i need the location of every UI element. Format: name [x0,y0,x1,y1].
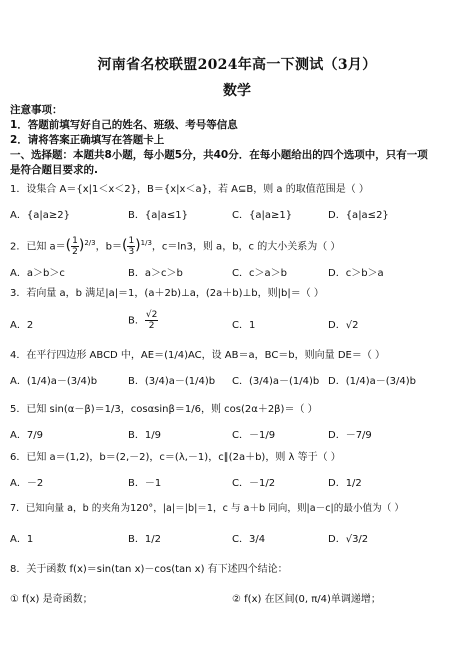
question-2-b-exponent: 1/3 [140,239,152,248]
question-4-option-c: C．(3/4)a－(1/4)b [232,376,320,387]
question-3-option-b-fraction: $\frac{√2}{2}$ [145,310,158,331]
question-5-option-a: A．7/9 [10,430,43,441]
notice-item-1: 1．答题前填写好自己的姓名、班级、考号等信息 [10,119,238,131]
question-1-option-b: B．{a|a≤1} [128,210,188,221]
question-7-option-a: A．1 [10,534,34,545]
question-3-option-b: B． $\frac{√2}{2}$ [128,310,158,331]
question-2-b-fraction: $\frac{1}{3}$ [128,236,135,257]
question-2-a-exponent: 2/3 [84,239,96,248]
question-6-option-d: D．1/2 [328,478,362,489]
notice-item-2: 2．请将答案正确填写在答题卡上 [10,134,165,146]
question-8-conclusion-2: ② f(x) 在区间(0, π/4)单调递增； [232,594,381,605]
question-8-conclusion-1: ① f(x) 是奇函数； [10,594,93,605]
question-4-option-d: D．(1/4)a－(3/4)b [328,376,416,387]
section-heading-line-1: 一、选择题：本题共8小题，每小题5分，共40分．在每小题给出的四个选项中，只有一项 [10,149,428,161]
question-6-option-c: C．－1/2 [232,478,276,489]
question-2-stem-mid: ，b＝ [95,241,122,253]
question-6-option-b: B．－1 [128,478,162,489]
question-5-stem: 5．已知 sin(α－β)＝1/3，cosαsinβ＝1/6，则 cos(2α＋2β)＝（ ） [10,404,318,415]
question-5-option-b: B．1/9 [128,430,161,441]
question-7-option-c: C．3/4 [232,534,266,545]
question-2-stem-post: ，c＝ln3，则 a，b，c 的大小关系为（ ） [151,241,341,253]
question-6-option-a: A．－2 [10,478,44,489]
question-3-stem: 3．若向量 a，b 满足|a|＝1，(a＋2b)⊥a，(2a＋b)⊥b，则|b|＝（ ） [10,288,324,299]
question-2-option-b: B．a＞c＞b [128,268,183,279]
question-5-option-d: D．－7/9 [328,430,372,441]
question-7-option-b: B．1/2 [128,534,161,545]
question-2-stem: 2．已知 a＝( $\frac{1}{2}$ )$^{2/3}$，b＝( $\frac{1}{3}$ )$^{1/3}$，c＝ln3，则 a，b，c 的大小关系为（ ） [10,236,341,257]
question-1-stem: 1．设集合 A＝{x|1＜x＜2}，B＝{x|x＜a}，若 A⊆B，则 a 的取值范围是（ ） [10,184,369,195]
question-2-option-d: D．c＞b＞a [328,268,384,279]
exam-subject: 数学 [223,83,251,99]
question-4-option-a: A．(1/4)a－(3/4)b [10,376,98,387]
question-1-option-d: D．{a|a≤2} [328,210,389,221]
notice-heading: 注意事项： [10,104,63,116]
question-2-stem-pre: 2．已知 a＝ [10,241,66,253]
question-2-option-a: A．a＞b＞c [10,268,65,279]
question-7-stem: 7．已知向量 a，b 的夹角为120°，|a|＝|b|＝1，c 与 a＋b 同向，则|a－c|的最小值为（ ） [10,503,404,514]
question-4-option-b: B．(3/4)a－(1/4)b [128,376,216,387]
exam-title: 河南省名校联盟2024年高一下测试（3月） [97,57,377,73]
question-8-stem: 8．关于函数 f(x)＝sin(tan x)－cos(tan x) 有下述四个结论： [10,564,288,575]
question-2-a-fraction: $\frac{1}{2}$ [72,236,78,257]
question-1-option-c: C．{a|a≥1} [232,210,293,221]
question-4-stem: 4．在平行四边形 ABCD 中，AE＝(1/4)AC，设 AB＝a，BC＝b，则向量 DE＝（ ） [10,350,386,361]
question-3-option-d: D．√2 [328,320,359,331]
section-heading-line-2: 是符合题目要求的. [10,164,98,176]
question-3-option-c: C．1 [232,320,256,331]
question-3-option-a: A．2 [10,320,34,331]
question-5-option-c: C．－1/9 [232,430,276,441]
question-2-option-c: C．c＞a＞b [232,268,287,279]
question-6-stem: 6．已知 a＝(1,2)，b＝(2,－2)，c＝(λ,－1)，c∥(2a＋b)，则 λ 等于（ ） [10,452,341,463]
question-1-option-a: A．{a|a≥2} [10,210,70,221]
question-8-interval: (0, π/4) [294,594,331,605]
question-7-option-d: D．√3/2 [328,534,369,545]
